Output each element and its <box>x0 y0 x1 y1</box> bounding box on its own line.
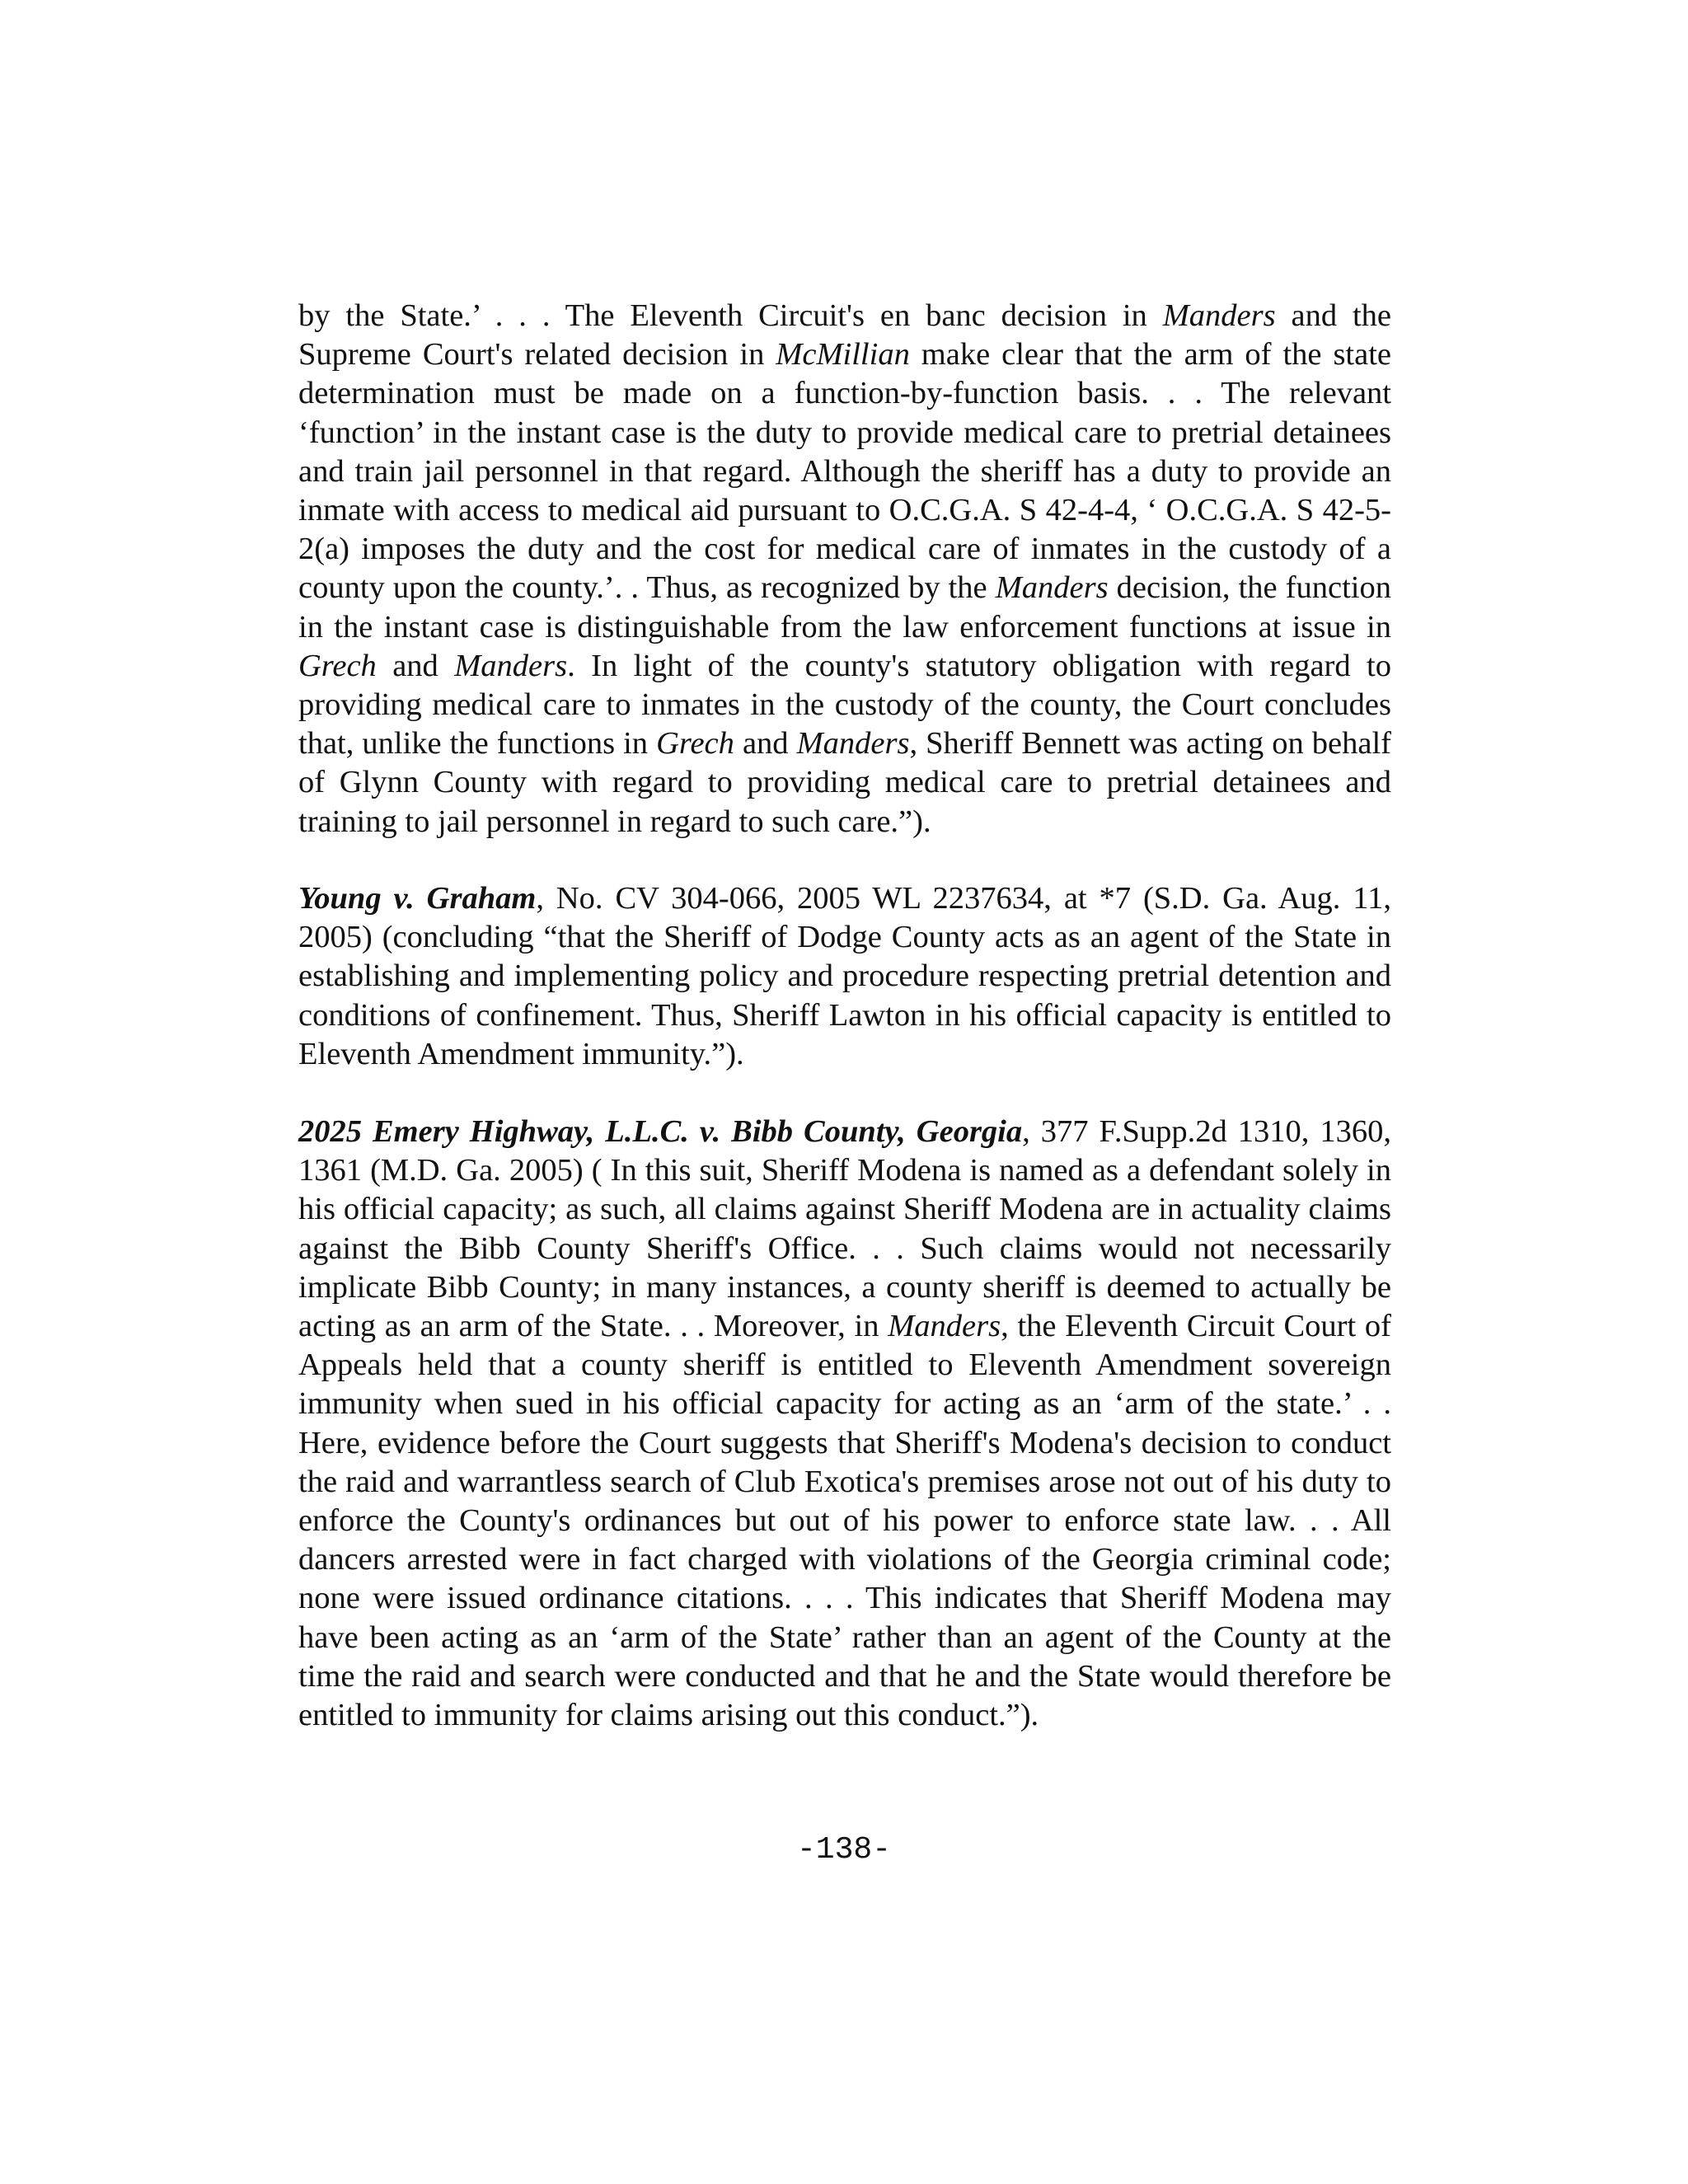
citation-paragraph-emery-highway <box>298 1113 1391 1735</box>
text-run: by the State.’ . . . The Eleventh Circuit's en banc decision in <box>298 298 1163 333</box>
case-reference: Manders <box>888 1309 1001 1344</box>
case-name: Young v. Graham <box>298 881 537 916</box>
citation-text: , the Eleventh Circuit Court of Appeals held that a county sheriff is entitled to Eleventh Amendment sovereign immunity when sued in his official capacity for acting as an ‘arm of the state.’ . . Here, evidence before the Court suggests that Sheriff's Modena's decision to conduct the raid and warrantless search of Club Exotica's premises arose not out of his duty to enforce the County's ordinances but out of his power to enforce state law. . . All dancers arrested were in fact charged with violations of the Georgia criminal code; none were issued ordinance citations. . . . This indicates that Sheriff Modena may have been acting as an ‘arm of the State’ rather than an agent of the County at the time the raid and search were conducted and that he and the State would therefore be entitled to immunity for claims arising out this conduct.”). <box>298 1309 1391 1733</box>
case-reference: Manders <box>454 648 568 683</box>
case-reference: Grech <box>656 726 734 762</box>
text-run: and <box>734 726 797 762</box>
citation-paragraph-young-v-graham <box>298 879 1391 1074</box>
citation-text: , 377 F.Supp.2d 1310, 1360, 1361 (M.D. Ga. 2005) ( In this suit, Sheriff Modena is named as a defendant solely in his official capacity; as such, all claims against Sheriff Modena are in actuality claims against the Bibb County Sheriff's Office. . . Such claims would not necessarily implicate Bibb County; in many instances, a county sheriff is deemed to actually be acting as an arm of the State. . . Moreover, in <box>298 1114 1391 1344</box>
text-run: and the Supreme Court's related decision in <box>298 298 1392 373</box>
case-reference: Manders <box>995 570 1109 606</box>
text-run: decision, the function in the instant case is distinguishable from the law enforcement functions at issue in <box>298 570 1391 644</box>
text-run: and <box>376 648 455 683</box>
case-name: 2025 Emery Highway, L.L.C. v. Bibb County, Georgia <box>298 1114 1023 1149</box>
quotation-paragraph <box>298 297 1391 841</box>
case-reference: Manders <box>1162 298 1276 333</box>
citation-text: , No. CV 304-066, 2005 WL 2237634, at *7 (S.D. Ga. Aug. 11, 2005) (concluding “that the Sheriff of Dodge County acts as an agent of the State in establishing and implementing policy and procedure respecting pretrial detention and conditions of confinement. Thus, Sheriff Lawton in his official capacity is entitled to Eleventh Amendment immunity.”). <box>298 881 1391 1071</box>
text-run: , Sheriff Bennett was acting on behalf of Glynn County with regard to providing medical care to pretrial detainees and training to jail personnel in regard to such care.”). <box>298 726 1391 839</box>
case-reference: McMillian <box>776 337 910 373</box>
case-reference: Manders <box>796 726 910 762</box>
text-run: make clear that the arm of the state determination must be made on a function-by-function basis. . . The relevant ‘function’ in the instant case is the duty to provide medical care to pretrial detainees and train jail personnel in that regard. Although the sheriff has a duty to provide an inmate with access to medical aid pursuant to O.C.G.A. S 42-4-4, ‘ O.C.G.A. S 42-5-2(a) imposes the duty and the cost for medical care of inmates in the custody of a county upon the county.’. . Thus, as recognized by the <box>298 337 1392 606</box>
page-number: -138- <box>796 1832 892 1868</box>
text-run: . In light of the county's statutory obligation with regard to providing medical care to inmates in the custody of the county, the Court concludes that, unlike the functions in <box>298 648 1391 762</box>
case-reference: Grech <box>298 648 377 683</box>
